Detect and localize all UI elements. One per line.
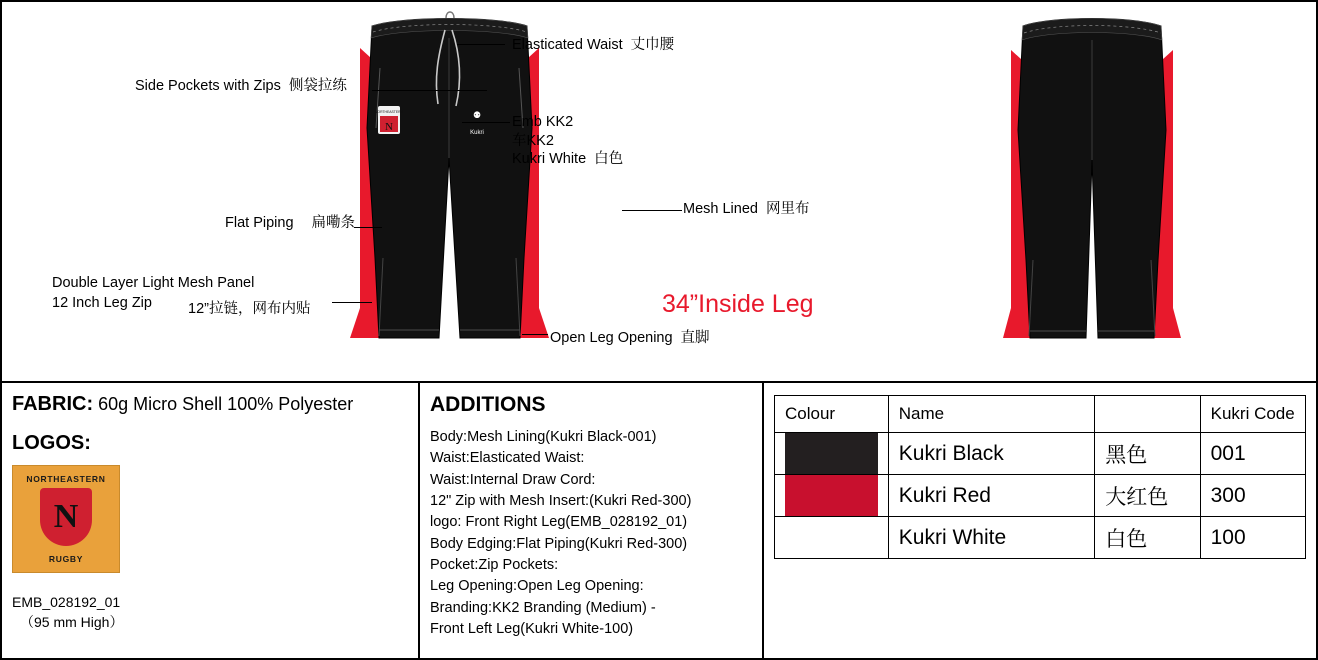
logo-letter: N — [53, 498, 79, 535]
list-item: Waist:Internal Draw Cord: — [430, 471, 596, 488]
colour-table — [774, 395, 1306, 559]
colour-code: 001 — [1200, 433, 1305, 475]
colour-name: Kukri Black — [888, 433, 1095, 475]
callout-side-pockets: Side Pockets with Zips 侧袋拉练 — [135, 78, 347, 94]
pant-back-view — [997, 10, 1187, 363]
callout-leg-zip-cn: 12”拉链，网布内贴 — [188, 301, 311, 317]
callout-leg-zip: 12 Inch Leg Zip — [52, 295, 152, 311]
list-item: Pocket:Zip Pockets: — [430, 556, 559, 573]
fabric-line — [12, 393, 408, 416]
fabric-panel — [2, 383, 420, 660]
callout-emb-kk2: Emb KK2 — [512, 114, 574, 130]
leader-line — [522, 334, 548, 335]
colour-code: 100 — [1200, 517, 1305, 559]
leader-line — [457, 44, 505, 45]
colour-panel — [764, 383, 1316, 660]
callout-emb-kk2-cn: 车KK2 — [512, 133, 554, 149]
list-item: 12" Zip with Mesh Insert:(Kukri Red-300) — [430, 492, 692, 509]
additions-title: ADDITIONS — [430, 393, 546, 416]
logo-size: （95 mm High） — [20, 614, 124, 630]
list-item: logo: Front Right Leg(EMB_028192_01) — [430, 514, 688, 531]
pant-front-svg — [342, 8, 557, 358]
pant-front-view — [342, 8, 557, 363]
list-item: Leg Opening:Open Leg Opening: — [430, 578, 644, 595]
callout-kukri-white: Kukri White 白色 — [512, 151, 624, 167]
fabric-value: 60g Micro Shell 100% Polyester — [98, 394, 354, 414]
logo-caption — [12, 594, 123, 632]
additions-panel — [420, 383, 764, 660]
colour-code: 300 — [1200, 475, 1305, 517]
logo-top-text: NORTHEASTERN — [26, 474, 106, 484]
leader-line — [622, 210, 682, 211]
table-header-row — [775, 396, 1306, 433]
colour-name: Kukri White — [888, 517, 1095, 559]
column-header-kukri-code: Kukri Code — [1200, 396, 1305, 433]
leader-line — [372, 90, 487, 91]
list-item: Body:Mesh Lining(Kukri Black-001) — [430, 429, 657, 445]
leader-line — [332, 302, 372, 303]
colour-name: Kukri Red — [888, 475, 1095, 517]
column-header-colour: Colour — [775, 396, 889, 433]
logo-artwork — [12, 465, 120, 573]
colour-swatch-white — [775, 517, 889, 559]
front-right-leg-logo-icon — [375, 106, 404, 134]
svg-text:⚉: ⚉ — [472, 110, 482, 120]
additions-list — [430, 427, 752, 640]
logo-code: EMB_028192_01 — [12, 594, 121, 610]
column-header-name: Name — [888, 396, 1095, 433]
colour-name-cn: 白色 — [1095, 517, 1200, 559]
callout-elasticated-waist: Elasticated Waist 丈巾腰 — [512, 37, 675, 53]
callout-mesh-lined: Mesh Lined 网里布 — [683, 201, 810, 217]
colour-name-cn: 大红色 — [1095, 475, 1200, 517]
pant-back-svg — [997, 10, 1187, 358]
svg-text:N: N — [385, 121, 393, 133]
logo-shield-icon — [40, 488, 92, 546]
list-item: Body Edging:Flat Piping(Kukri Red-300) — [430, 535, 688, 552]
table-row — [775, 475, 1306, 517]
logos-title: LOGOS: — [12, 432, 91, 454]
colour-swatch-red — [775, 475, 889, 517]
fabric-label: FABRIC: — [12, 393, 94, 415]
svg-text:Kukri: Kukri — [470, 130, 484, 136]
spec-panels — [2, 383, 1316, 660]
list-item: Front Left Leg(Kukri White-100) — [430, 620, 634, 637]
leader-line — [354, 227, 382, 228]
callout-open-leg-opening: Open Leg Opening 直脚 — [550, 330, 710, 346]
table-row — [775, 517, 1306, 559]
table-row — [775, 433, 1306, 475]
list-item: Waist:Elasticated Waist: — [430, 450, 585, 467]
callout-flat-piping: Flat Piping 扁嘞条 — [225, 215, 356, 231]
illustration-panel — [2, 2, 1316, 383]
logo-bottom-text: RUGBY — [48, 554, 84, 564]
colour-swatch-black — [775, 433, 889, 475]
leader-line — [462, 122, 510, 123]
inside-leg-note: 34”Inside Leg — [662, 290, 814, 318]
colour-name-cn: 黑色 — [1095, 433, 1200, 475]
callout-mesh-panel: Double Layer Light Mesh Panel — [52, 275, 255, 291]
column-header-blank — [1095, 396, 1200, 433]
svg-text:NORTHEASTERN: NORTHEASTERN — [374, 110, 404, 114]
list-item: Branding:KK2 Branding (Medium) - — [430, 599, 656, 616]
